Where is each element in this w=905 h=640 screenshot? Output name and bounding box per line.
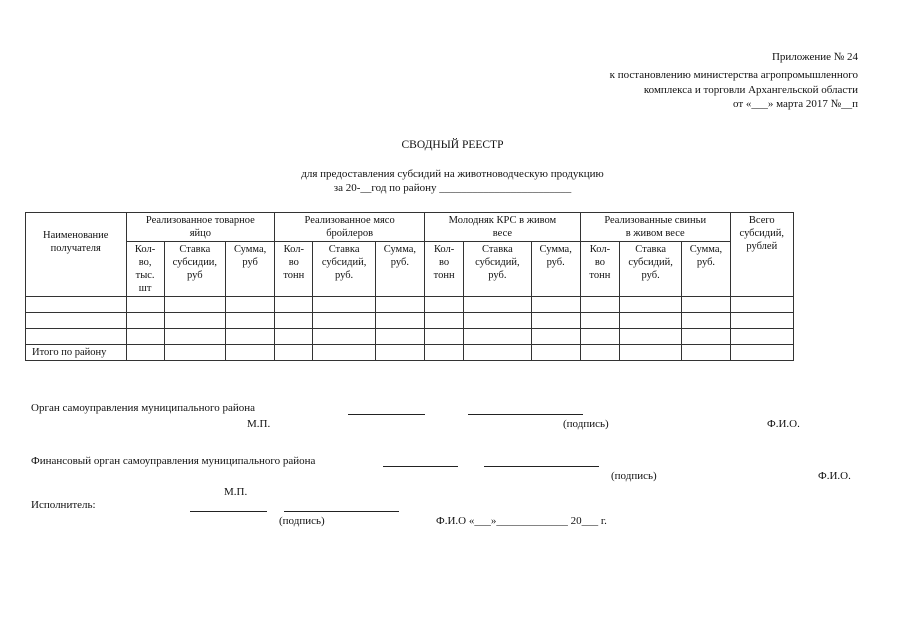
subheader-broilers-sum: Сумма, руб. bbox=[375, 242, 424, 297]
table-row bbox=[26, 329, 794, 345]
subheader-pigs-sum: Сумма, руб. bbox=[682, 242, 730, 297]
document-title: СВОДНЫЙ РЕЕСТР bbox=[401, 139, 504, 151]
table-row bbox=[26, 297, 794, 313]
fio-date-line: Ф.И.О «___»_____________ 20___ г. bbox=[436, 515, 607, 527]
org-self-government-label: Орган самоуправления муниципального района bbox=[31, 402, 255, 414]
executor-label: Исполнитель: bbox=[31, 499, 96, 511]
total-row-label: Итого по району bbox=[26, 345, 127, 361]
header-line-2: комплекса и торговли Архангельской области bbox=[643, 84, 858, 96]
subheader-eggs-qty: Кол- во, тыс. шт bbox=[126, 242, 164, 297]
fio-caption: Ф.И.О. bbox=[818, 470, 851, 482]
total-row bbox=[26, 345, 794, 361]
subtitle-line-1: для предоставления субсидий на животноводческую продукцию bbox=[301, 168, 604, 180]
group-header-eggs: Реализованное товарное яйцо bbox=[126, 213, 275, 242]
signature-line bbox=[190, 511, 267, 512]
group-header-cattle: Молодняк КРС в живом весе bbox=[425, 213, 581, 242]
group-header-pigs: Реализованные свиньи в живом весе bbox=[580, 213, 730, 242]
signature-caption: (подпись) bbox=[563, 418, 609, 430]
name-line bbox=[284, 511, 399, 512]
subheader-cattle-qty: Кол- во тонн bbox=[425, 242, 464, 297]
subheader-broilers-qty: Кол- во тонн bbox=[275, 242, 313, 297]
subheader-cattle-rate: Ставка субсидий, руб. bbox=[464, 242, 531, 297]
financial-org-label: Финансовый орган самоуправления муниципального района bbox=[31, 455, 316, 467]
register-table bbox=[25, 212, 794, 361]
subheader-pigs-qty: Кол- во тонн bbox=[580, 242, 619, 297]
header-line-3: от «___» марта 2017 №__п bbox=[733, 98, 858, 110]
fio-caption: Ф.И.О. bbox=[767, 418, 800, 430]
header-line-1: к постановлению министерства агропромышленного bbox=[609, 69, 858, 81]
appendix-number: Приложение № 24 bbox=[771, 51, 858, 63]
stamp-place-label: М.П. bbox=[247, 418, 271, 430]
table-row bbox=[26, 313, 794, 329]
signature-line bbox=[383, 466, 458, 467]
signature-caption: (подпись) bbox=[279, 515, 325, 527]
subtitle-line-2: за 20-__год по району ________________________ bbox=[333, 182, 572, 194]
subheader-cattle-sum: Сумма, руб. bbox=[531, 242, 580, 297]
signature-line bbox=[348, 414, 425, 415]
signature-caption: (подпись) bbox=[611, 470, 657, 482]
subheader-pigs-rate: Ставка субсидий, руб. bbox=[620, 242, 682, 297]
subheader-eggs-sum: Сумма, руб bbox=[225, 242, 274, 297]
stamp-place-label: М.П. bbox=[224, 486, 248, 498]
subheader-eggs-rate: Ставка субсидии, руб bbox=[164, 242, 225, 297]
recipient-header: Наименование получателя bbox=[26, 213, 127, 297]
total-subsidy-header: Всего субсидий, рублей bbox=[730, 213, 793, 297]
name-line bbox=[484, 466, 599, 467]
name-line bbox=[468, 414, 583, 415]
group-header-broilers: Реализованное мясо бройлеров bbox=[275, 213, 425, 242]
subheader-broilers-rate: Ставка субсидий, руб. bbox=[313, 242, 375, 297]
